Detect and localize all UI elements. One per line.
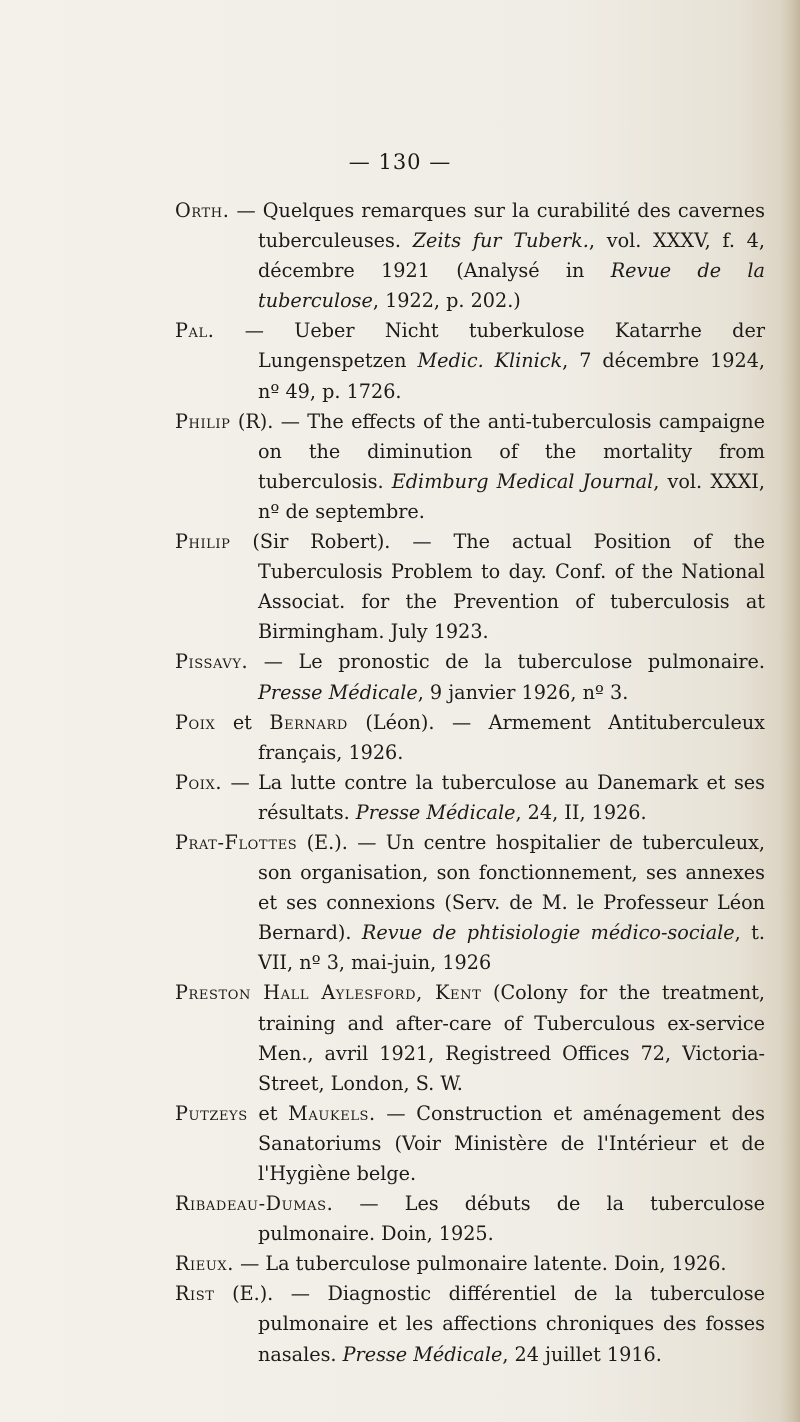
- entry-author: Prat-Flottes: [175, 830, 298, 854]
- entry-text: — La lutte contre la tuberculose au Danemark et ses résultats.: [222, 770, 765, 824]
- bibliography-list: [175, 196, 765, 1370]
- entry-source: Edimburg Medical Journal: [391, 469, 654, 493]
- entry-details: , t. VII, nº 3, mai-juin, 1926: [258, 921, 765, 975]
- bibliography-entry: [175, 407, 765, 527]
- entry-author: Rist: [175, 1282, 215, 1306]
- entry-author: Rieux.: [175, 1252, 234, 1276]
- entry-author: Philip: [175, 409, 231, 433]
- entry-source: Revue de phtisiologie médico-sociale: [361, 921, 735, 945]
- entry-coauthor: Bernard: [269, 710, 348, 734]
- entry-text: (E.). — Un centre hospitalier de tuberculeux, son organisation, son fonctionnement, ses annexes et ses connexions (Serv. de M. le Professeur Léon Bernard).: [258, 830, 765, 945]
- entry-text: (Sir Robert). — The actual Position of the Tuberculosis Problem to day. Conf. of the National Associat. for the Prevention of tuberculosis at Birmingham. July 1923.: [230, 530, 765, 644]
- entry-author: Preston Hall Aylesford, Kent: [175, 981, 482, 1005]
- page-edge-shadow: [780, 0, 800, 1422]
- bibliography-entry: [175, 708, 765, 768]
- entry-text-continued: (Léon). — Armement Antituberculeux français, 1926.: [258, 710, 765, 764]
- bibliography-entry: [175, 1279, 765, 1369]
- bibliography-entry: [175, 647, 765, 707]
- bibliography-entry: [175, 1249, 765, 1279]
- entry-source: Medic. Klinick: [417, 349, 563, 373]
- bibliography-entry: [175, 978, 765, 1098]
- bibliography-entry: [175, 527, 765, 647]
- bibliography-entry: [175, 1099, 765, 1189]
- entry-author: Orth.: [175, 199, 230, 222]
- entry-details: , 24 juillet 1916.: [502, 1342, 662, 1366]
- bibliography-entry: [175, 828, 765, 978]
- entry-text: — Ueber Nicht tuberkulose Katarrhe der Lungenspetzen: [214, 319, 765, 373]
- entry-text: et: [215, 710, 270, 734]
- bibliography-entry: [175, 1189, 765, 1249]
- entry-details: , 9 janvier 1926, nº 3.: [417, 680, 629, 704]
- bibliography-entry: [175, 316, 765, 406]
- entry-source: Presse Médicale: [342, 1342, 503, 1366]
- entry-author: Philip: [175, 530, 231, 554]
- entry-details: , vol. XXXI, nº de septembre.: [258, 469, 765, 523]
- entry-details-secondary: , 1922, p. 202.): [372, 289, 521, 313]
- entry-source: Presse Médicale: [355, 800, 516, 824]
- page-number: — 130 —: [348, 150, 452, 174]
- entry-text: — Le pronostic de la tuberculose pulmonaire.: [248, 650, 765, 674]
- bibliography-entry: [175, 196, 765, 316]
- entry-coauthor: Maukels.: [288, 1101, 376, 1125]
- entry-text: (Colony for the treatment, training and after-care of Tuberculous ex-service Men., avril 1921, Registreed Offices 72, Victoria-Street, London, S. W.: [258, 981, 766, 1095]
- entry-author: Putzeys: [175, 1101, 248, 1125]
- bibliography-entry: [175, 768, 765, 828]
- entry-text: — La tuberculose pulmonaire latente. Doin, 1926.: [233, 1252, 727, 1276]
- entry-source: Zeits fur Tuberk.: [412, 229, 589, 253]
- entry-text: — Les débuts de la tuberculose pulmonaire. Doin, 1925.: [258, 1192, 765, 1246]
- entry-details: , 7 décembre 1924, nº 49, p. 1726.: [258, 349, 765, 403]
- entry-text: et: [247, 1101, 289, 1125]
- entry-author: Poix: [175, 710, 216, 734]
- entry-details: , 24, II, 1926.: [515, 800, 647, 824]
- entry-source: Presse Médicale: [258, 680, 418, 704]
- entry-author: Poix.: [175, 770, 223, 794]
- entry-details: , vol. XXXV, f. 4, décembre 1921 (Analysé in: [258, 229, 765, 283]
- entry-text: (E.). — Diagnostic différentiel de la tuberculose pulmonaire et les affections chroniques des fosses nasales.: [214, 1282, 765, 1366]
- entry-text: — Quelques remarques sur la curabilité des cavernes tuberculeuses.: [229, 199, 765, 253]
- entry-author: Pissavy.: [175, 650, 249, 674]
- entry-author: Pal.: [175, 319, 215, 343]
- entry-text: (R). — The effects of the anti-tuberculosis campaigne on the diminution of the mortality from tuberculosis.: [230, 409, 765, 493]
- entry-source-secondary: Revue de la tuberculose: [258, 259, 765, 313]
- entry-text-continued: — Construction et aménagement des Sanatoriums (Voir Ministère de l'Intérieur et de l'Hygiène belge.: [258, 1101, 765, 1185]
- entry-author: Ribadeau-Dumas.: [175, 1192, 334, 1216]
